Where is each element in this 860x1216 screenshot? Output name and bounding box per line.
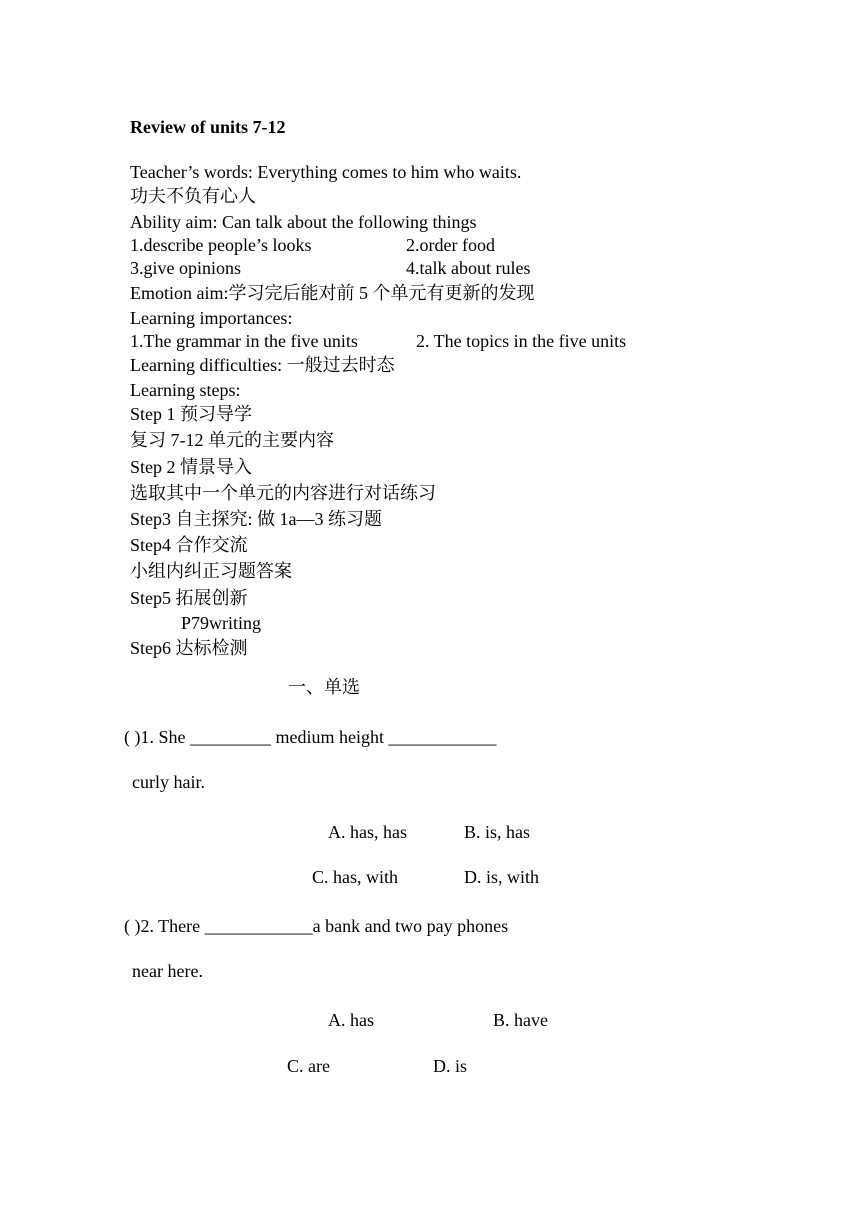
step-6: Step6 达标检测 bbox=[130, 638, 248, 658]
importances-label: Learning importances: bbox=[130, 308, 293, 328]
step-3: Step3 自主探究: 做 1a—3 练习题 bbox=[130, 509, 382, 529]
question-1-option-d: D. is, with bbox=[464, 867, 540, 887]
importance-1: 1.The grammar in the five units bbox=[130, 331, 358, 351]
aim-item-3: 3.give opinions bbox=[130, 258, 241, 278]
importance-2: 2. The topics in the five units bbox=[416, 331, 627, 351]
step-5: Step5 拓展创新 bbox=[130, 588, 248, 608]
document-title: Review of units 7-12 bbox=[130, 117, 286, 137]
step-5-desc: P79writing bbox=[181, 613, 262, 633]
section-title: 一、单选 bbox=[288, 677, 360, 697]
question-2-option-a: A. has bbox=[328, 1010, 374, 1030]
teacher-words: Teacher’s words: Everything comes to him who waits. bbox=[130, 162, 522, 182]
proverb-cn: 功夫不负有心人 bbox=[130, 186, 256, 206]
difficulties: Learning difficulties: 一般过去时态 bbox=[130, 355, 395, 375]
question-1-stem-cont: curly hair. bbox=[132, 772, 205, 792]
question-1-option-a: A. has, has bbox=[328, 822, 407, 842]
question-2-stem-cont: near here. bbox=[132, 961, 203, 981]
ability-aim: Ability aim: Can talk about the following things bbox=[130, 212, 477, 232]
step-2-desc: 选取其中一个单元的内容进行对话练习 bbox=[130, 483, 436, 503]
question-1-option-b: B. is, has bbox=[464, 822, 531, 842]
step-1: Step 1 预习导学 bbox=[130, 404, 253, 424]
steps-label: Learning steps: bbox=[130, 380, 241, 400]
step-4-desc: 小组内纠正习题答案 bbox=[130, 561, 292, 581]
question-2-option-c: C. are bbox=[287, 1056, 330, 1076]
question-1-option-c: C. has, with bbox=[312, 867, 399, 887]
aim-item-2: 2.order food bbox=[406, 235, 495, 255]
step-4: Step4 合作交流 bbox=[130, 535, 248, 555]
emotion-aim: Emotion aim:学习完后能对前 5 个单元有更新的发现 bbox=[130, 283, 535, 303]
aim-item-4: 4.talk about rules bbox=[406, 258, 531, 278]
question-1-stem: ( )1. She _________ medium height ____________ bbox=[124, 727, 497, 747]
question-2-option-b: B. have bbox=[493, 1010, 548, 1030]
question-2-option-d: D. is bbox=[433, 1056, 468, 1076]
step-2: Step 2 情景导入 bbox=[130, 457, 253, 477]
aim-item-1: 1.describe people’s looks bbox=[130, 235, 312, 255]
step-1-desc: 复习 7-12 单元的主要内容 bbox=[130, 430, 334, 450]
question-2-stem: ( )2. There ____________a bank and two pay phones bbox=[124, 916, 509, 936]
